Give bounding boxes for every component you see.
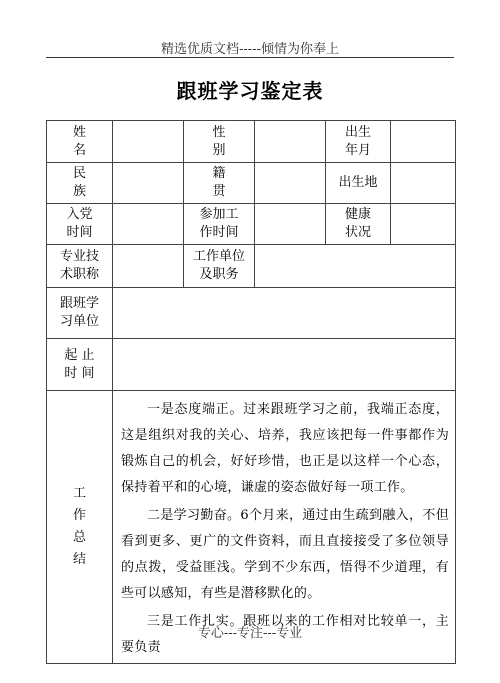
- work-unit-position-label-line1: 工作单位: [192, 249, 245, 264]
- summary-paragraph-work: 三是工作扎实。跟班以来的工作相对比较单一，主要负责: [121, 614, 449, 655]
- summary-paragraph-attitude: 一是态度端正。过来跟班学习之前，我端正态度，这是组织对我的关心、培养，我应该把每一件事都作为锻炼自己的机会，好好珍惜，也正是以这样一个心态，保持着平和的心境，谦虚的姿态做好每一项工作。: [121, 402, 449, 495]
- birth-date-label: [326, 121, 391, 163]
- row-name-gender-birth: [47, 121, 456, 163]
- health-status-label-line1: 健康: [344, 207, 371, 222]
- health-status-label-line2: 状况: [344, 225, 371, 240]
- native-place-label: 籍 贯: [184, 163, 255, 204]
- summary-paragraph-diligence: 二是学习勤奋。6个月来，通过由生疏到融入，不但看到更多、更广的文件资料，而且直接接受了多位领导的点拨，受益匪浅。学到不少东西，悟得不少道理，有些可以感知，有些是潜移默化的。: [121, 508, 449, 601]
- name-value-cell[interactable]: [113, 121, 184, 163]
- work-start-date-label-line1: 参加工: [199, 207, 239, 222]
- work-summary-label-char: 工: [72, 486, 86, 501]
- work-summary-label-char: 结: [72, 552, 86, 567]
- page-footer: 专心---专注---专业: [197, 626, 303, 641]
- work-unit-position-label-line2: 及职务: [199, 267, 239, 282]
- ethnicity-label: 民 族: [47, 163, 113, 204]
- birth-date-value-cell[interactable]: [391, 121, 456, 163]
- document-title: 跟班学习鉴定表: [176, 79, 324, 103]
- birthplace-label: 出生地: [326, 163, 391, 204]
- party-join-date-label-line1: 入党: [66, 207, 93, 222]
- birth-date-label-line1: 出生: [344, 124, 371, 140]
- party-join-date-label: [47, 204, 113, 245]
- professional-title-label: [47, 245, 113, 288]
- birth-date-label-line2: 年月: [344, 142, 371, 158]
- appraisal-form-table: [46, 120, 456, 664]
- work-summary-label-char: 总: [72, 530, 86, 545]
- birthplace-value-cell[interactable]: [391, 163, 456, 204]
- ethnicity-value-cell[interactable]: [113, 163, 184, 204]
- work-start-date-label: [184, 204, 255, 245]
- gender-label: 性 别: [184, 121, 255, 163]
- period-label-line2: 时 间: [64, 365, 95, 381]
- study-unit-label-line1: 跟班学: [59, 296, 99, 311]
- professional-title-label-line1: 专业技: [59, 249, 99, 264]
- study-unit-label: [47, 288, 113, 339]
- header-divider: [46, 57, 454, 58]
- party-join-date-value-cell[interactable]: [113, 204, 184, 245]
- work-unit-position-label: [184, 245, 255, 288]
- health-status-value-cell[interactable]: [391, 204, 456, 245]
- row-ethnicity-origin-birthplace: [47, 163, 456, 204]
- period-value-cell[interactable]: [113, 339, 456, 391]
- page-header: 精选优质文档-----倾情为你奉上: [161, 42, 339, 57]
- health-status-label: [326, 204, 391, 245]
- row-study-unit: [47, 288, 456, 339]
- name-label: 姓 名: [47, 121, 113, 163]
- row-period: [47, 339, 456, 391]
- study-unit-value-cell[interactable]: [113, 288, 456, 339]
- row-party-work-health: [47, 204, 456, 245]
- party-join-date-label-line2: 时间: [66, 225, 93, 240]
- professional-title-label-line2: 术职称: [59, 267, 99, 282]
- professional-title-value-cell[interactable]: [113, 245, 184, 288]
- gender-value-cell[interactable]: [255, 121, 326, 163]
- study-unit-label-line2: 习单位: [59, 314, 99, 329]
- work-summary-label-char: 作: [72, 508, 86, 523]
- period-label: [47, 339, 113, 391]
- row-title-unit: [47, 245, 456, 288]
- period-label-line1: 起 止: [64, 347, 95, 363]
- native-place-value-cell[interactable]: [255, 163, 326, 204]
- work-unit-position-value-cell[interactable]: [255, 245, 456, 288]
- work-start-date-label-line2: 作时间: [199, 225, 239, 240]
- work-start-date-value-cell[interactable]: [255, 204, 326, 245]
